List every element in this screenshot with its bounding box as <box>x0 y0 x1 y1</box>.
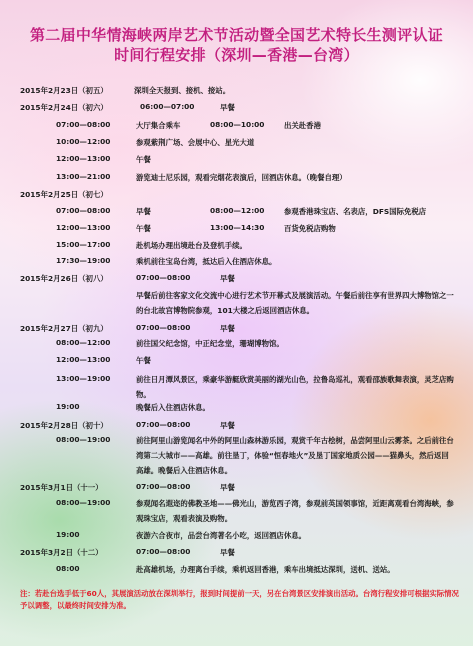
item-paragraph: 前往日月潭风景区，乘豪华游艇欣赏美丽的湖光山色，拉鲁岛巡礼，观看邵族歌舞表演，灵芝店购物。 <box>136 375 454 399</box>
item-time: 08:00—19:00 <box>56 498 111 507</box>
item-text: 出关赴香港 <box>284 121 321 130</box>
item-time: 07:00—08:00 <box>136 420 191 429</box>
item-text: 晚餐后入住酒店休息。 <box>136 403 210 412</box>
footnote: 注：若赴台选手低于60人，其展演活动放在深圳举行，报到时间提前一天，另在台湾景区安排演出活动。台湾行程安排可根据实际情况予以调整，以最终时间安排为准。 <box>20 589 459 610</box>
item-text: 早餐 <box>220 483 235 492</box>
item-time: 19:00 <box>56 402 80 411</box>
item-time: 13:00—14:30 <box>210 223 265 232</box>
item-time: 10:00—12:00 <box>56 137 111 146</box>
item-text: 参观香港珠宝店、名表店，DFS国际免税店 <box>284 207 427 216</box>
item-time: 07:00—08:00 <box>56 120 111 129</box>
item-text: 早餐 <box>136 207 151 216</box>
item-time: 12:00—13:00 <box>56 154 111 163</box>
item-text: 百货免税店购物 <box>284 224 336 233</box>
item-time: 07:00—08:00 <box>136 323 191 332</box>
item-time: 17:30—19:00 <box>56 256 111 265</box>
item-time: 08:00 <box>56 564 80 573</box>
item-paragraph: 早餐后前往客家文化交流中心进行艺术节开幕式及展演活动。午餐后前往享有世界四大博物馆之一的台北故宫博物院参观，101大楼之后返回酒店休息。 <box>136 291 454 315</box>
item-time: 08:00—10:00 <box>210 120 265 129</box>
item-text: 早餐 <box>220 274 235 283</box>
item-time: 12:00—13:00 <box>56 355 111 364</box>
date-0227: 2015年2月27日（初九） <box>20 324 108 333</box>
item-text: 早餐 <box>220 324 235 333</box>
page-title: 第二届中华情海峡两岸艺术节活动暨全国艺术特长生测评认证 <box>29 26 444 44</box>
item-text: 大厅集合乘车 <box>136 121 181 130</box>
item-time: 13:00—21:00 <box>56 172 111 181</box>
date-0224: 2015年2月24日（初六） <box>20 103 108 112</box>
item-text: 赴机场办理出境赴台及登机手续。 <box>136 241 247 250</box>
item-text: 深圳全天报到、接机、接站。 <box>134 86 231 95</box>
item-time: 07:00—08:00 <box>136 482 191 491</box>
date-0302: 2015年3月2日（十二） <box>20 548 103 557</box>
item-time: 12:00—13:00 <box>56 223 111 232</box>
date-0301: 2015年3月1日（十一） <box>20 483 103 492</box>
item-text: 赴高雄机场，办理离台手续，乘机返回香港，乘车出境抵达深圳，送机、送站。 <box>136 565 395 574</box>
item-time: 08:00—12:00 <box>56 338 111 347</box>
item-text: 早餐 <box>220 548 235 557</box>
item-time: 06:00—07:00 <box>140 102 195 111</box>
item-text: 午餐 <box>136 224 151 233</box>
item-text: 早餐 <box>220 103 235 112</box>
item-time: 15:00—17:00 <box>56 240 111 249</box>
item-paragraph: 前往阿里山游览闻名中外的阿里山森林游乐园，观赏千年古桧树，品尝阿里山云雾茶。之后前往台湾第二大城市——高雄。前往垦丁，体验“恒春地火”及垦丁国家地质公园——猫鼻头，然后返回高雄。晚餐后入住酒店休息。 <box>136 436 454 475</box>
item-time: 07:00—08:00 <box>136 273 191 282</box>
date-0228: 2015年2月28日（初十） <box>20 421 108 430</box>
item-text: 前往国父纪念馆，中正纪念堂，珊瑚博物馆。 <box>136 339 284 348</box>
item-text: 早餐 <box>220 421 235 430</box>
item-time: 07:00—08:00 <box>136 547 191 556</box>
page-subtitle: 时间行程安排（深圳—香港—台湾） <box>114 46 359 64</box>
item-time: 13:00—19:00 <box>56 374 111 383</box>
item-time: 19:00 <box>56 530 80 539</box>
item-text: 参观紫荆广场、会展中心、星光大道 <box>136 138 255 147</box>
item-text: 乘机前往宝岛台湾，抵达后入住酒店休息。 <box>136 257 277 266</box>
item-time: 07:00—08:00 <box>56 206 111 215</box>
item-text: 午餐 <box>136 356 151 365</box>
item-time: 08:00—19:00 <box>56 435 111 444</box>
date-0223: 2015年2月23日（初五） <box>20 86 108 95</box>
item-text: 夜游六合夜市，品尝台湾著名小吃，返回酒店休息。 <box>136 531 306 540</box>
date-0226: 2015年2月26日（初八） <box>20 274 108 283</box>
item-text: 游览迪士尼乐园，观看完烟花表演后，回酒店休息。（晚餐自理） <box>136 173 347 182</box>
date-0225: 2015年2月25日（初七） <box>20 190 108 199</box>
item-text: 午餐 <box>136 155 151 164</box>
item-paragraph: 参观闻名遐迩的佛教圣地——佛光山，游览西子湾，参观前英国领事馆，近距离观看台湾海峡，参观珠宝店，观看表演及购物。 <box>136 499 454 523</box>
item-time: 08:00—12:00 <box>210 206 265 215</box>
